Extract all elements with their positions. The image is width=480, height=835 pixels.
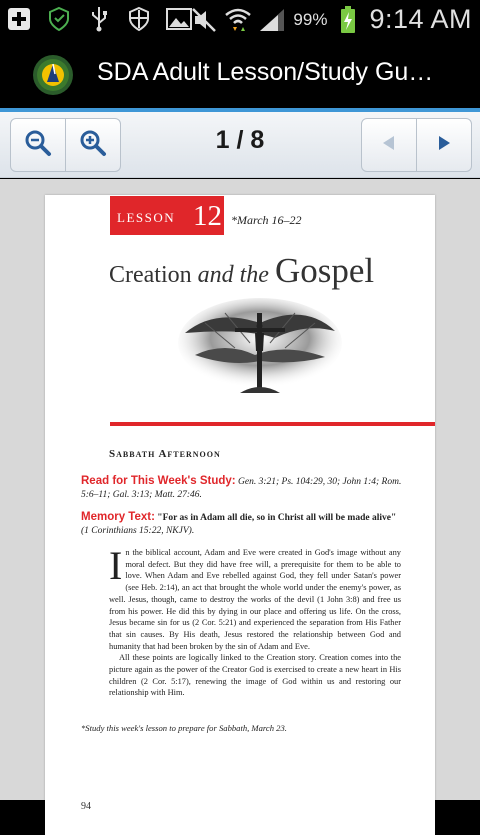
prev-page-icon xyxy=(379,133,399,157)
status-bar xyxy=(0,0,480,38)
title-part-1: Creation xyxy=(109,262,198,288)
next-page-button[interactable] xyxy=(416,118,472,172)
page-indicator: 1 / 8 xyxy=(215,126,265,154)
cross-illustration xyxy=(175,293,345,403)
page-number: 94 xyxy=(81,801,91,812)
memory-quote: "For as in Adam all die, so in Christ all will be made alive" xyxy=(154,513,397,523)
viewer-toolbar xyxy=(0,112,480,178)
title-part-3: Gospel xyxy=(274,251,375,290)
drop-cap: I xyxy=(109,543,123,588)
shield-icon xyxy=(46,6,72,32)
read-label: Read for This Week's Study: xyxy=(81,475,236,487)
clock: 9:14 AM xyxy=(369,4,472,34)
paragraph-2: All these points are logically linked to the Creation story. Creation comes into the picture again as the power of the Creator God is exercised to create a new heart in His children (2 Cor. 5:17), renewing the image of God within us and restoring our relationship with Him. xyxy=(109,653,401,698)
image-icon xyxy=(166,6,192,32)
lesson-badge xyxy=(110,196,224,235)
wifi-icon xyxy=(225,7,251,33)
memory-label: Memory Text: xyxy=(81,511,155,523)
app-title: SDA Adult Lesson/Study Gu… xyxy=(97,58,434,86)
read-this-week xyxy=(81,475,403,502)
status-bar-notifications xyxy=(6,6,192,32)
battery-charging-icon xyxy=(335,7,361,33)
zoom-in-button[interactable] xyxy=(65,118,121,172)
footnote: *Study this week's lesson to prepare for Sabbath, March 23. xyxy=(81,723,287,733)
zoom-out-button[interactable] xyxy=(10,118,66,172)
sda-logo-icon[interactable] xyxy=(32,54,74,96)
zoom-in-icon xyxy=(79,129,107,161)
status-bar-system xyxy=(191,4,472,35)
document-page xyxy=(45,195,435,835)
mute-icon xyxy=(191,7,217,33)
memory-reference: (1 Corinthians 15:22, NKJV). xyxy=(81,526,195,536)
title-part-2: and the xyxy=(197,262,275,288)
date-range: *March 16–22 xyxy=(231,213,302,227)
lesson-number: 12 xyxy=(193,200,222,232)
lesson-word: LESSON xyxy=(117,210,176,225)
usb-icon xyxy=(86,6,112,32)
action-bar xyxy=(0,38,480,110)
signal-icon xyxy=(259,7,285,33)
document-viewer[interactable] xyxy=(0,179,480,812)
paragraph-1-text: n the biblical account, Adam and Eve were created in God's image without any moral defect. But they did have free will, a prerequisite for them to be able to love. When Adam and Eve rebelled against God, they fell under Satan's power (see Heb. 2:14), an act that brought the whole world under the enemy's power, as well. Jesus, though, came to destroy the works of the devil (1 John 3:8) and free us from his power. He did this by dying in our place and offering us life. On the cross, Jesus became sin for us (2 Cor. 5:21) and experienced the separation from His Father that sin causes. By His death, Jesus restored the relationship between God and humanity that had been broken by the sin of Adam and Eve. xyxy=(109,548,401,651)
battery-percent: 99% xyxy=(293,9,328,29)
shield-outline-icon xyxy=(126,6,152,32)
memory-text xyxy=(81,511,403,538)
section-heading: Sabbath Afternoon xyxy=(109,448,221,460)
next-page-icon xyxy=(434,133,454,157)
read-references: Gen. 3:21; Ps. 104:29, 30; John 1:4; Rom. 5:6–11; Gal. 3:13; Matt. 27:46. xyxy=(81,477,402,500)
prev-page-button[interactable] xyxy=(361,118,417,172)
paragraph-1 xyxy=(109,543,401,652)
section-divider xyxy=(110,422,435,426)
lesson-body xyxy=(109,543,401,699)
zoom-out-icon xyxy=(24,129,52,161)
add-icon xyxy=(6,6,32,32)
lesson-title xyxy=(109,251,374,291)
